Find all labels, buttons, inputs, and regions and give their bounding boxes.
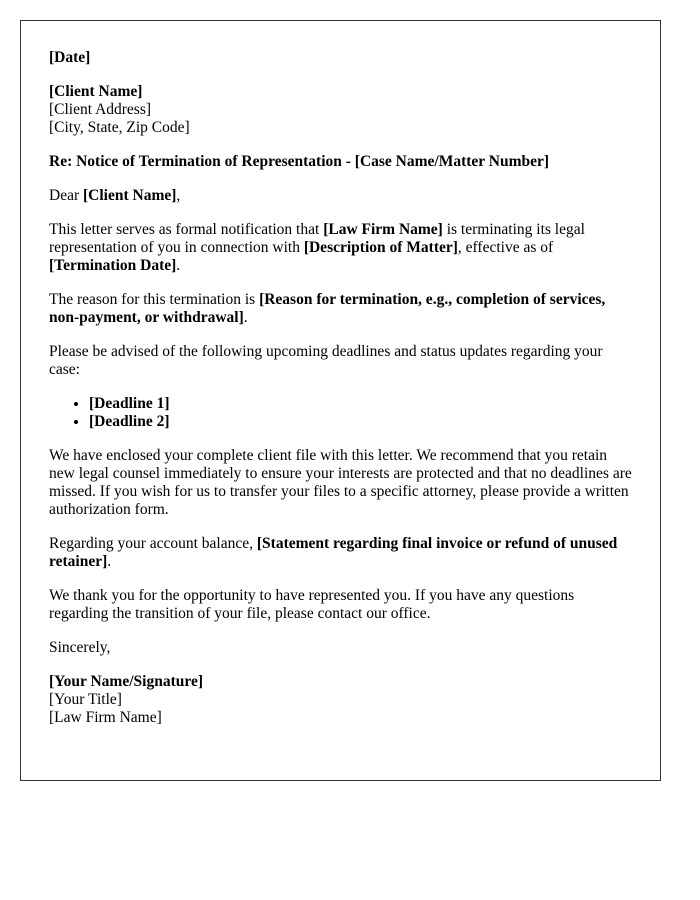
termination-date: [Termination Date] xyxy=(49,257,177,274)
recipient-name: [Client Name] xyxy=(49,83,143,100)
termination-reason: [Reason for termination, e.g., completion of services, non-payment, or withdrawal] xyxy=(49,291,606,326)
deadline-list xyxy=(49,395,632,431)
matter-description: [Description of Matter] xyxy=(303,239,458,256)
salutation: Dear [Client Name], xyxy=(49,187,181,204)
letter-document xyxy=(20,20,661,781)
paragraph-thanks: We thank you for the opportunity to have represented you. If you have any questions regarding the transition of your file, please contact our office. xyxy=(49,587,575,622)
recipient-address: [Client Address] xyxy=(49,101,152,118)
paragraph-account-balance: Regarding your account balance, [Statement regarding final invoice or refund of unused retainer]. xyxy=(49,535,618,570)
deadline-item: • [Deadline 1] xyxy=(89,395,632,413)
signature-title: [Your Title] xyxy=(49,691,122,708)
signature-block xyxy=(49,673,632,727)
signature-name: [Your Name/Signature] xyxy=(49,673,203,690)
balance-statement: [Statement regarding final invoice or refund of unused retainer] xyxy=(49,535,618,570)
paragraph-notification: This letter serves as formal notification that [Law Firm Name] is terminating its legal representation of you in connection with [Description of Matter], effective as of [Termination Date]. xyxy=(49,221,585,274)
signature-firm: [Law Firm Name] xyxy=(49,709,162,726)
closing: Sincerely, xyxy=(49,639,111,656)
recipient-city-state-zip: [City, State, Zip Code] xyxy=(49,119,190,136)
recipient-address-block xyxy=(49,83,632,137)
paragraph-reason: The reason for this termination is [Reason for termination, e.g., completion of services, non-payment, or withdrawal]. xyxy=(49,291,606,326)
paragraph-deadlines-intro: Please be advised of the following upcoming deadlines and status updates regarding your case: xyxy=(49,343,603,378)
deadline-item: • [Deadline 2] xyxy=(89,413,632,431)
salutation-name: [Client Name] xyxy=(83,187,177,204)
letter-date: [Date] xyxy=(49,49,91,66)
law-firm-name: [Law Firm Name] xyxy=(323,221,443,238)
paragraph-client-file: We have enclosed your complete client file with this letter. We recommend that you retain new legal counsel immediately to ensure your interests are protected and that no deadlines are missed. If you wish for us to transfer your files to a specific attorney, please provide a written authorization form. xyxy=(49,447,632,518)
subject-line: Re: Notice of Termination of Representation - [Case Name/Matter Number] xyxy=(49,153,550,170)
